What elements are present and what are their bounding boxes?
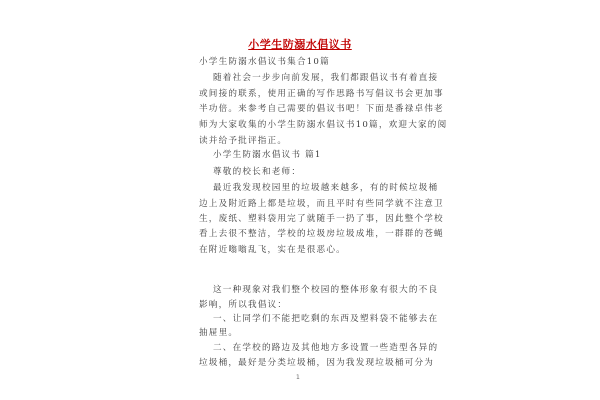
paragraph-1-line-2: 边上及附近路上都是垃圾，而且平时有些同学就不注意卫 [199, 199, 444, 209]
paragraph-1-line-5: 在附近嗡嗡乱飞，实在是很恶心。 [199, 245, 346, 255]
proposal-2-line-2: 垃圾桶，最好是分类垃圾桶，因为我发现垃圾桶可分为 [199, 358, 435, 368]
salutation: 尊敬的校长和老师： [213, 167, 302, 177]
paragraph-1-line-3: 生，废纸、塑料袋用完了就随手一扔了事，因此整个学校 [199, 214, 444, 224]
intro-line-1: 随着社会一步步向前发展，我们都跟倡议书有着直接 [213, 73, 439, 83]
section-heading: 小学生防溺水倡议书 篇1 [213, 150, 322, 160]
page-number: 1 [296, 374, 300, 381]
intro-line-5: 读并给予批评指正。 [199, 136, 288, 146]
document-title: 小学生防溺水倡议书 [248, 38, 352, 51]
document-subtitle: 小学生防溺水倡议书集合10篇 [199, 57, 330, 67]
proposal-2-line-1: 二、在学校的路边及其他地方多设置一些造型各异的 [213, 343, 439, 353]
proposal-1-line-2: 抽屉里。 [199, 328, 239, 338]
paragraph-1-line-4: 看上去很不整洁，学校的垃圾房垃圾成堆，一群群的苍蝇 [199, 229, 444, 239]
paragraph-2-line-1: 这一种现象对我们整个校园的整体形象有很大的不良 [213, 285, 439, 295]
paragraph-2-line-2: 影响，所以我倡议： [199, 300, 288, 310]
proposal-1-line-1: 一、让同学们不能把吃剩的东西及塑料袋不能够去在 [213, 314, 439, 324]
intro-line-2: 或间接的联系，使用正确的写作思路书写倡议书会更加事 [199, 89, 444, 99]
paragraph-1-line-1: 最近我发现校园里的垃圾越来越多，有的时候垃圾桶 [213, 183, 439, 193]
intro-line-3: 半功倍。来参考自己需要的倡议书吧！下面是番禄卓伟老 [199, 104, 444, 114]
intro-line-4: 师为大家收集的小学生防溺水倡议书10篇，欢迎大家的阅 [199, 120, 448, 130]
